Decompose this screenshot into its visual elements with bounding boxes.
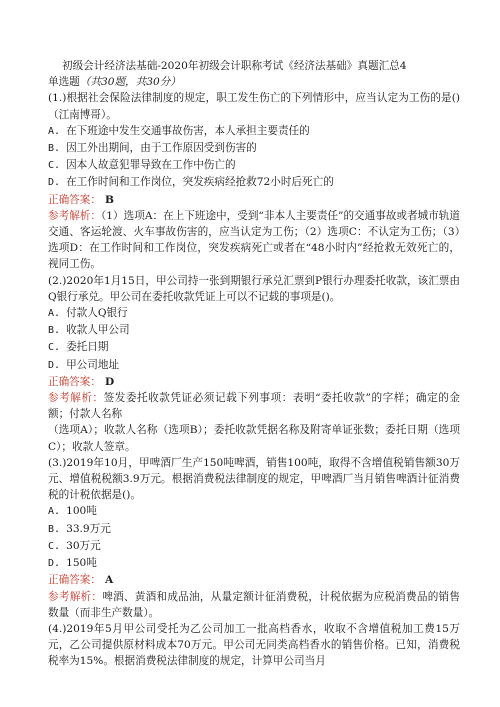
question-1-option-c xyxy=(48,157,460,174)
analysis-label: 参考解析： xyxy=(48,590,103,603)
section-heading xyxy=(48,74,460,90)
analysis-label: 参考解析： xyxy=(48,392,104,405)
question-2-option-d xyxy=(48,357,460,374)
section-note: （共30题，共30分） xyxy=(79,76,181,89)
question-1-option-d xyxy=(48,174,460,191)
question-4-stem: (4.)2019年5月甲公司受托为乙公司加工一批高档香水，收取不含增值税加工费15万元，乙公司提供原材料成本70万元。甲公司无同类高档香水的销售价格。已知，消费税税率为15%。根据消费税法律制度的规定，计算甲公司当月 xyxy=(48,622,460,668)
option-key: C. xyxy=(48,160,61,172)
option-text: 在下班途中发生交通事故伤害，本人承担主要责任的 xyxy=(66,124,310,137)
option-text: 因工外出期间，由于工作原因受到伤害的 xyxy=(66,142,257,155)
question-1-option-b xyxy=(48,140,460,157)
option-text: 100吨 xyxy=(66,505,97,518)
analysis-text: （1）选项A：在上下班途中，受到“非本人主要责任”的交通事故或者城市轨道交通、客运轮渡、火车事故伤害的，应当认定为工伤；（2）选项C：不认定为工伤；（3）选项D：在工作时间和工作岗位，突发疾病死亡或者在“48小时内”经抢救无效死亡的，视同工伤。 xyxy=(48,209,460,271)
option-key: D. xyxy=(48,558,61,570)
question-2-stem: (2.)2020年1月15日，甲公司持一张到期银行承兑汇票到P银行办理委托收款，该汇票由Q银行承兑。甲公司在委托收款凭证上可以不记载的事项是()。 xyxy=(48,274,460,303)
answer-value: A xyxy=(104,574,114,587)
answer-label: 正确答案： xyxy=(48,574,101,587)
option-text: 收款人甲公司 xyxy=(66,324,130,337)
question-1-analysis xyxy=(48,208,460,273)
option-key: D. xyxy=(48,359,61,371)
question-3-answer xyxy=(48,572,460,588)
option-key: A. xyxy=(48,308,61,320)
question-1-stem: (1.)根据社会保险法律制度的规定，职工发生伤亡的下列情形中，应当认定为工伤的是()（江南博哥）。 xyxy=(48,92,460,121)
question-3-option-b xyxy=(48,521,460,538)
question-1-answer xyxy=(48,192,460,208)
option-text: 因本人故意犯罪导致在工作中伤亡的 xyxy=(66,159,236,172)
option-key: B. xyxy=(48,523,61,535)
answer-value: B xyxy=(104,193,114,206)
analysis-label: 参考解析： xyxy=(48,209,101,222)
question-2-option-b xyxy=(48,322,460,339)
section-label: 单选题 xyxy=(48,76,80,89)
answer-label: 正确答案： xyxy=(48,375,101,388)
option-key: B. xyxy=(48,325,61,337)
option-text: 在工作时间和工作岗位，突发疾病经抢救72小时后死亡的 xyxy=(66,176,334,189)
option-key: B. xyxy=(48,143,61,155)
analysis-text: 签发委托收款凭证必须记载下列事项：表明“委托收款”的字样；确定的金额；付款人名称 xyxy=(48,392,460,421)
option-text: 33.9万元 xyxy=(66,522,111,535)
question-3-option-d xyxy=(48,555,460,572)
question-3-option-c xyxy=(48,538,460,555)
answer-label: 正确答案： xyxy=(48,193,101,206)
question-3-option-a xyxy=(48,503,460,520)
question-1-option-a xyxy=(48,123,460,140)
answer-value: D xyxy=(104,375,115,388)
option-key: A. xyxy=(48,506,61,518)
option-text: 甲公司地址 xyxy=(66,358,120,371)
question-3-analysis xyxy=(48,589,460,621)
analysis-text: 啤酒、黄酒和成品油，从量定额计征消费税，计税依据为应税消费品的销售数量（而非生产数量）。 xyxy=(48,590,461,619)
document-page xyxy=(48,58,460,670)
option-text: 付款人Q银行 xyxy=(66,307,128,320)
option-key: C. xyxy=(48,540,61,552)
question-2-option-c xyxy=(48,339,460,356)
option-key: D. xyxy=(48,177,61,189)
document-title: 初级会计经济法基础-2020年初级会计职称考试《经济法基础》真题汇总4 xyxy=(62,60,407,72)
option-text: 委托日期 xyxy=(66,341,109,354)
question-2-analysis xyxy=(48,390,460,422)
option-text: 150吨 xyxy=(66,557,97,570)
option-key: C. xyxy=(48,342,61,354)
question-3-stem: (3.)2019年10月，甲啤酒厂生产150吨啤酒，销售100吨，取得不含增值税销售额30万元、增值税税额3.9万元。根据消费税法律制度的规定，甲啤酒厂当月销售啤酒计征消费税的计税依据是()。 xyxy=(48,456,460,502)
option-key: A. xyxy=(48,125,61,137)
option-text: 30万元 xyxy=(66,539,101,552)
question-2-option-a xyxy=(48,305,460,322)
question-2-analysis-continued: （选项A）；收款人名称（选项B）；委托收款凭据名称及附寄单证张数；委托日期（选项C）；收款人签章。 xyxy=(48,424,460,453)
question-2-answer xyxy=(48,374,460,390)
